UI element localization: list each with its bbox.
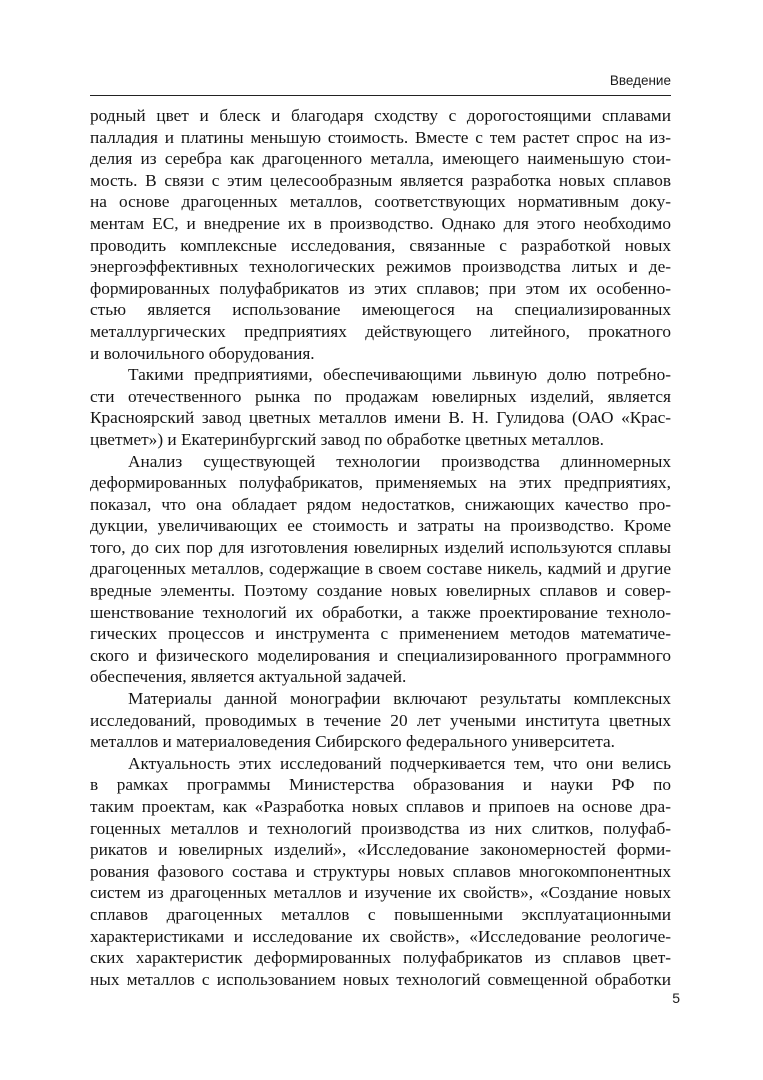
text-line: ского и физического моделирования и специализированного программного (90, 645, 671, 665)
text-line: на основе драгоценных металлов, соответствующих нормативным доку- (90, 192, 671, 212)
text-line: сти отечественного рынка по продажам ювелирных изделий, является (90, 386, 671, 406)
text-line: и волочильного оборудования. (90, 343, 315, 363)
text-line: проводить комплексные исследования, связанные с разработкой новых (90, 235, 671, 255)
chapter-title: Введение (609, 73, 671, 88)
text-line: в рамках программы Министерства образования и науки РФ по (90, 775, 671, 795)
body-text (90, 105, 671, 990)
text-line: рования фазового состава и структуры новых сплавов многокомпонентных (90, 861, 671, 881)
text-line: ских характеристик деформированных полуфабрикатов из сплавов цвет- (90, 948, 671, 968)
text-line: формированных полуфабрикатов из этих сплавов; при этом их особенно- (90, 278, 671, 298)
paragraph (90, 753, 671, 991)
running-header (90, 68, 671, 96)
text-line: показал, что она обладает рядом недостатков, снижающих качество про- (90, 494, 671, 514)
text-line: вредные элементы. Поэтому создание новых ювелирных сплавов и совер- (90, 581, 671, 601)
text-line: деформированных полуфабрикатов, применяемых на этих предприятиях, (90, 473, 671, 493)
text-line: цветмет») и Екатеринбургский завод по обработке цветных металлов. (90, 429, 604, 449)
text-line: мость. В связи с этим целесообразным является разработка новых сплавов (90, 170, 671, 190)
text-line: систем из драгоценных металлов и изучение их свойств», «Создание новых (90, 883, 671, 903)
text-line: обеспечения, является актуальной задачей. (90, 667, 407, 687)
text-line: гических процессов и инструмента с применением методов математиче- (90, 624, 671, 644)
text-line: исследований, проводимых в течение 20 лет учеными института цветных (90, 710, 671, 730)
paragraph (90, 451, 671, 689)
text-line: Анализ существующей технологии производства длинномерных (128, 451, 671, 471)
text-line: Красноярский завод цветных металлов имени В. Н. Гулидова (ОАО «Крас- (90, 408, 671, 428)
text-line: энергоэффективных технологических режимов производства литых и де- (90, 257, 671, 277)
text-line: гоценных металлов и технологий производства из них слитков, полуфаб- (90, 818, 671, 838)
text-line: сплавов драгоценных металлов с повышенными эксплуатационными (90, 904, 671, 924)
text-line: таким проектам, как «Разработка новых сплавов и припоев на основе дра- (90, 797, 671, 816)
text-line: Такими предприятиями, обеспечивающими львиную долю потребно- (128, 365, 671, 385)
paragraph (90, 688, 671, 753)
text-line: шенствование технологий их обработки, а также проектирование техноло- (90, 602, 671, 622)
text-line: характеристиками и исследование их свойств», «Исследование реологиче- (90, 926, 671, 946)
text-line: металлов и материаловедения Сибирского федерального университета. (90, 732, 615, 752)
text-line: родный цвет и блеск и благодаря сходству с дорогостоящими сплавами (90, 106, 671, 125)
text-line: делия из серебра как драгоценного металла, имеющего наименьшую стои- (90, 149, 671, 169)
text-line: Актуальность этих исследований подчеркивается тем, что они велись (128, 753, 671, 773)
paragraph (90, 364, 671, 450)
text-line: того, до сих пор для изготовления ювелирных изделий используются сплавы (90, 537, 671, 557)
text-line: драгоценных металлов, содержащие в своем составе никель, кадмий и другие (90, 559, 671, 579)
text-line: палладия и платины меньшую стоимость. Вместе с тем растет спрос на из- (90, 127, 671, 147)
text-line: ных металлов с использованием новых технологий совмещенной обработки (90, 969, 671, 989)
paragraph (90, 105, 671, 364)
text-line: ментам ЕС, и внедрение их в производство. Однако для этого необходимо (90, 213, 671, 233)
text-line: дукции, увеличивающих ее стоимость и затраты на производство. Кроме (90, 516, 671, 536)
text-line: стью является использование имеющегося на специализированных (90, 300, 671, 320)
page-number: 5 (672, 990, 680, 1006)
text-line: металлургических предприятиях действующего литейного, прокатного (90, 321, 671, 341)
text-line: Материалы данной монографии включают результаты комплексных (128, 689, 671, 709)
text-line: рикатов и ювелирных изделий», «Исследование закономерностей форми- (90, 840, 671, 860)
